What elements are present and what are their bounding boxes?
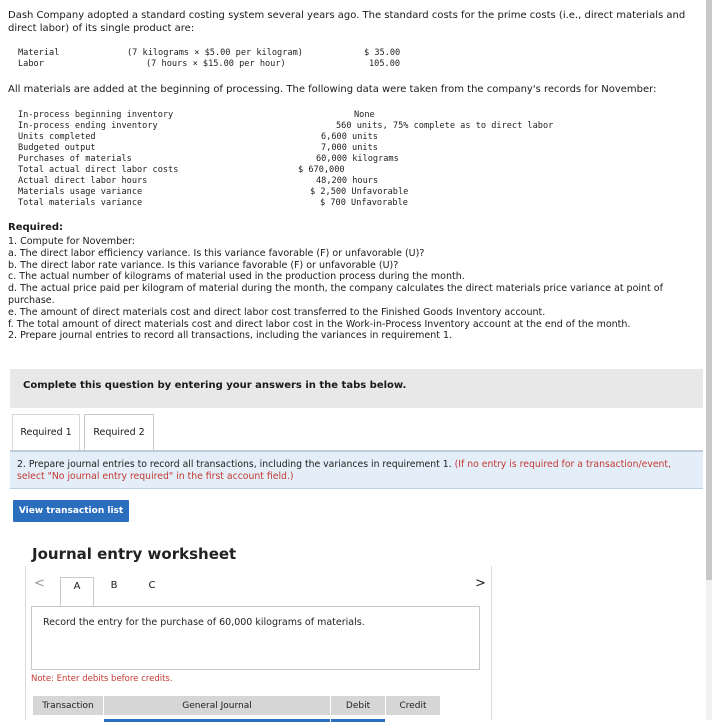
worksheet-tab-a[interactable]: A [60,577,94,607]
record-label: Materials usage variance [18,187,143,197]
required-list [8,236,706,342]
required-item: e. The amount of direct materials cost and direct labor cost transferred to the Finished Goods Inventory account. [8,306,546,318]
worksheet-title: Journal entry worksheet [32,545,237,563]
worksheet-tab-b[interactable]: B [110,580,118,591]
debit-input[interactable] [331,716,386,725]
material-amount: $ 35.00 [364,48,401,58]
record-label: Total materials variance [18,198,143,208]
credit-input[interactable] [386,716,441,725]
debits-note: Note: Enter debits before credits. [31,674,173,684]
view-transaction-list-button[interactable]: View transaction list [13,500,129,522]
worksheet-tab-c[interactable]: C [148,580,156,591]
next-arrow-icon[interactable]: > [475,576,486,591]
scrollbar-thumb[interactable] [706,0,712,580]
record-value: $ 700 Unfavorable [320,198,408,208]
required-item: b. The direct labor rate variance. Is this variance favorable (F) or unfavorable (U)? [8,259,399,271]
record-label: In-process ending inventory [18,121,158,131]
labor-label: Labor [18,59,44,69]
column-header-debit: Debit [331,696,386,716]
record-value: 560 units, 75% complete as to direct labor [336,121,554,131]
column-header-transaction: Transaction [33,696,104,716]
column-header-general-journal: General Journal [104,696,331,716]
record-label: Units completed [18,132,96,142]
record-label: Actual direct labor hours [18,176,148,186]
instruction-box [10,451,703,489]
transaction-cell [33,716,104,725]
journal-table [32,695,441,725]
tab-required-2[interactable]: Required 2 [84,414,154,452]
entry-prompt-box [31,606,480,670]
labor-detail: (7 hours × $15.00 per hour) [146,59,286,69]
required-item: 2. Prepare journal entries to record all transactions, including the variances in requirement 1. [8,330,453,342]
tab-required-1[interactable]: Required 1 [12,414,80,451]
instruction-text [17,459,697,483]
entry-prompt: Record the entry for the purchase of 60,000 kilograms of materials. [43,617,365,628]
prev-arrow-icon[interactable]: < [34,576,45,591]
record-value: None [354,110,375,120]
record-label: Purchases of materials [18,154,132,164]
problem-intro: Dash Company adopted a standard costing system several years ago. The standard costs for the prime costs (i.e., direct materials and direct labor) of its single product are: [8,10,686,34]
materials-note: All materials are added at the beginning of processing. The following data were taken from the company's records for November: [8,84,657,95]
record-label: In-process beginning inventory [18,110,174,120]
general-journal-input[interactable] [104,716,331,725]
material-detail: (7 kilograms × $5.00 per kilogram) [127,48,303,58]
record-value: 48,200 hours [316,176,379,186]
record-label: Budgeted output [18,143,96,153]
required-item: f. The total amount of direct materials cost and direct labor cost in the Work-in-Process Inventory account at the end of the month. [8,318,631,330]
required-item: c. The actual number of kilograms of material used in the production process during the month. [8,271,465,283]
record-value: $ 2,500 Unfavorable [310,187,409,197]
required-heading: Required: [8,222,64,233]
record-value: 60,000 kilograms [316,154,399,164]
labor-amount: 105.00 [369,59,401,69]
banner-text: Complete this question by entering your answers in the tabs below. [23,380,407,391]
material-label: Material [18,48,60,58]
record-value: 7,000 units [321,143,378,153]
column-header-credit: Credit [386,696,441,716]
required-item: d. The actual price paid per kilogram of material during the month, the company calculates the direct materials price variance at point of purchase. [8,283,663,306]
required-item: 1. Compute for November: [8,236,135,247]
instruction-main: 2. Prepare journal entries to record all transactions, including the variances in requirement 1. [17,459,452,470]
instruction-hint: (If no entry is required for a transaction/event, select "No journal entry required" in the first account field.) [17,459,672,482]
instructions-banner [10,369,703,408]
record-label: Total actual direct labor costs [18,165,179,175]
required-item: a. The direct labor efficiency variance. Is this variance favorable (F) or unfavorable (U)? [8,247,425,259]
record-value: 6,600 units [321,132,378,142]
record-value: $ 670,000 [298,165,345,175]
